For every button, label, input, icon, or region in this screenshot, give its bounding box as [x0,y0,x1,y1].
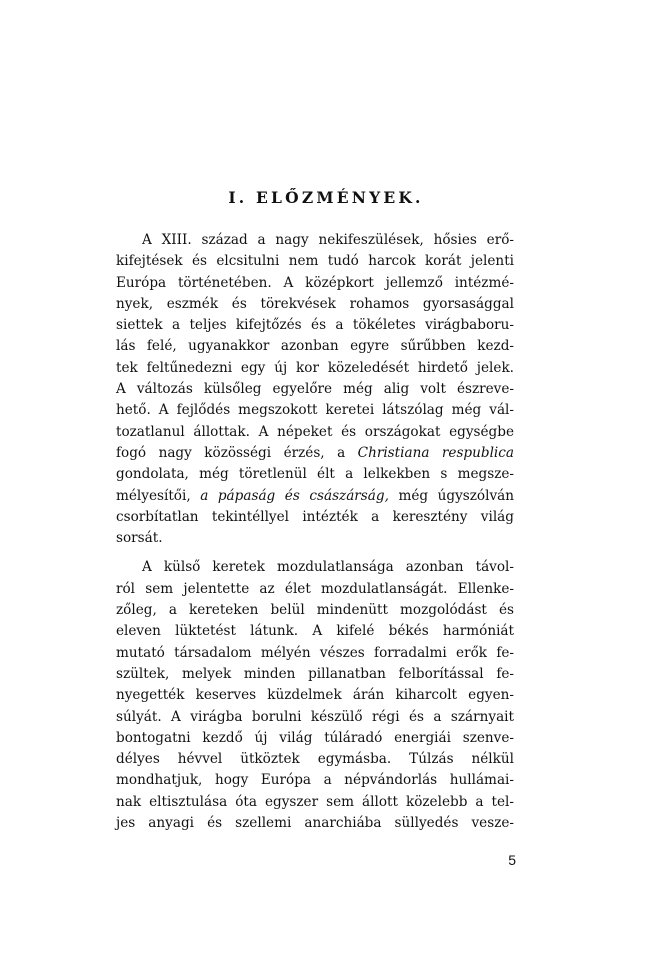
text-line [116,728,514,749]
text-line [116,707,514,728]
text-line [116,336,514,357]
text-line [116,379,514,400]
text-segment: A változás külsőleg egyelőre még alig volt észreve- [116,381,514,398]
text-segment: mutató társadalom mélyén vészes forradalmi erők fe- [116,644,514,661]
text-segment: tozatlanul állottak. A népeket és országokat egységbe [116,423,514,440]
text-segment: lás felé, ugyanakkor azonban egyre sűrűbben kezd- [116,338,514,355]
italic-phrase: a pápaság és császárság, [200,487,389,504]
text-line [116,464,514,485]
italic-phrase: Christiana respublica [357,444,514,461]
text-segment: Európa történetében. A középkort jellemző intézmé- [116,274,514,291]
text-segment: mondhatjuk, hogy Európa a népvándorlás hullámai- [116,772,514,789]
text-line [116,664,514,685]
paragraph [116,557,514,834]
text-line [116,507,514,528]
text-segment: mélyesítői, [116,487,201,504]
text-segment: nyegették keserves küzdelmek árán kiharcolt egyen- [116,687,514,704]
text-segment: jes anyagi és szellemi anarchiába süllyedés vesze- [116,815,514,832]
text-segment: nak eltisztulása óta egyszer sem állott közelebb a tel- [116,793,514,810]
text-line [116,643,514,664]
text-line [116,273,514,294]
text-segment: A XIII. század a nagy nekifeszülések, hősies erő- [142,232,514,248]
text-line [116,230,514,251]
text-line [116,315,514,336]
text-line [116,557,514,578]
text-line [116,358,514,379]
text-segment: hető. A fejlődés megszokott keretei látszólag még vál- [116,402,514,419]
text-line [116,600,514,621]
text-segment: zőleg, a kereteken belül mindenütt mozgolódást és [116,602,514,619]
text-line [116,294,514,315]
text-line [116,749,514,770]
text-segment: csorbítatlan tekintéllyel intézték a keresztény világ [116,508,514,525]
text-line [116,400,514,421]
text-segment: bontogatni kezdő új világ túláradó energiái szenve- [116,729,514,746]
text-segment: nyek, eszmék és törekvések rohamos gyorsasággal [116,295,514,312]
paragraph-gap [116,549,514,557]
text-segment: délyes hévvel ütköztek egymásba. Túlzás nélkül [116,751,514,768]
text-line [116,685,514,706]
page-number: 5 [508,852,516,868]
text-segment: még úgyszólván [388,487,515,504]
text-line [116,621,514,642]
text-segment: fogó nagy közösségi érzés, a [116,444,358,461]
text-segment: sorsát. [116,530,163,547]
body-text [116,230,514,834]
text-segment: szültek, melyek minden pillanatban felborítással fe- [116,665,514,682]
text-segment: eleven lüktetést látunk. A kifelé békés harmóniát [116,623,514,640]
text-line [116,443,514,464]
text-line [116,528,514,549]
text-line [116,486,514,507]
text-segment: gondolata, még töretlenül élt a lelkekben s megsze- [116,466,514,483]
text-segment: kifejtések és elcsitulni nem tudó harcok korát jelenti [116,253,514,270]
text-segment: A külső keretek mozdulatlansága azonban távol- [142,559,514,576]
paragraph [116,230,514,549]
text-segment: súlyát. A virágba borulni készülő régi és a szárnyait [116,708,514,725]
chapter-title: I. ELŐZMÉNYEK. [228,188,424,207]
text-segment: tek feltűnedezni egy új kor közeledését hirdető jelek. [116,359,514,376]
paragraph-container [116,230,514,834]
text-line [116,251,514,272]
text-line [116,422,514,443]
text-segment: siettek a teljes kifejtőzés és a tökéletes virágbaboru- [116,317,514,334]
text-line [116,792,514,813]
text-line [116,770,514,791]
text-segment: ról sem jelentette az élet mozdulatlanságát. Ellenke- [116,580,514,597]
text-line [116,813,514,834]
text-line [116,579,514,600]
